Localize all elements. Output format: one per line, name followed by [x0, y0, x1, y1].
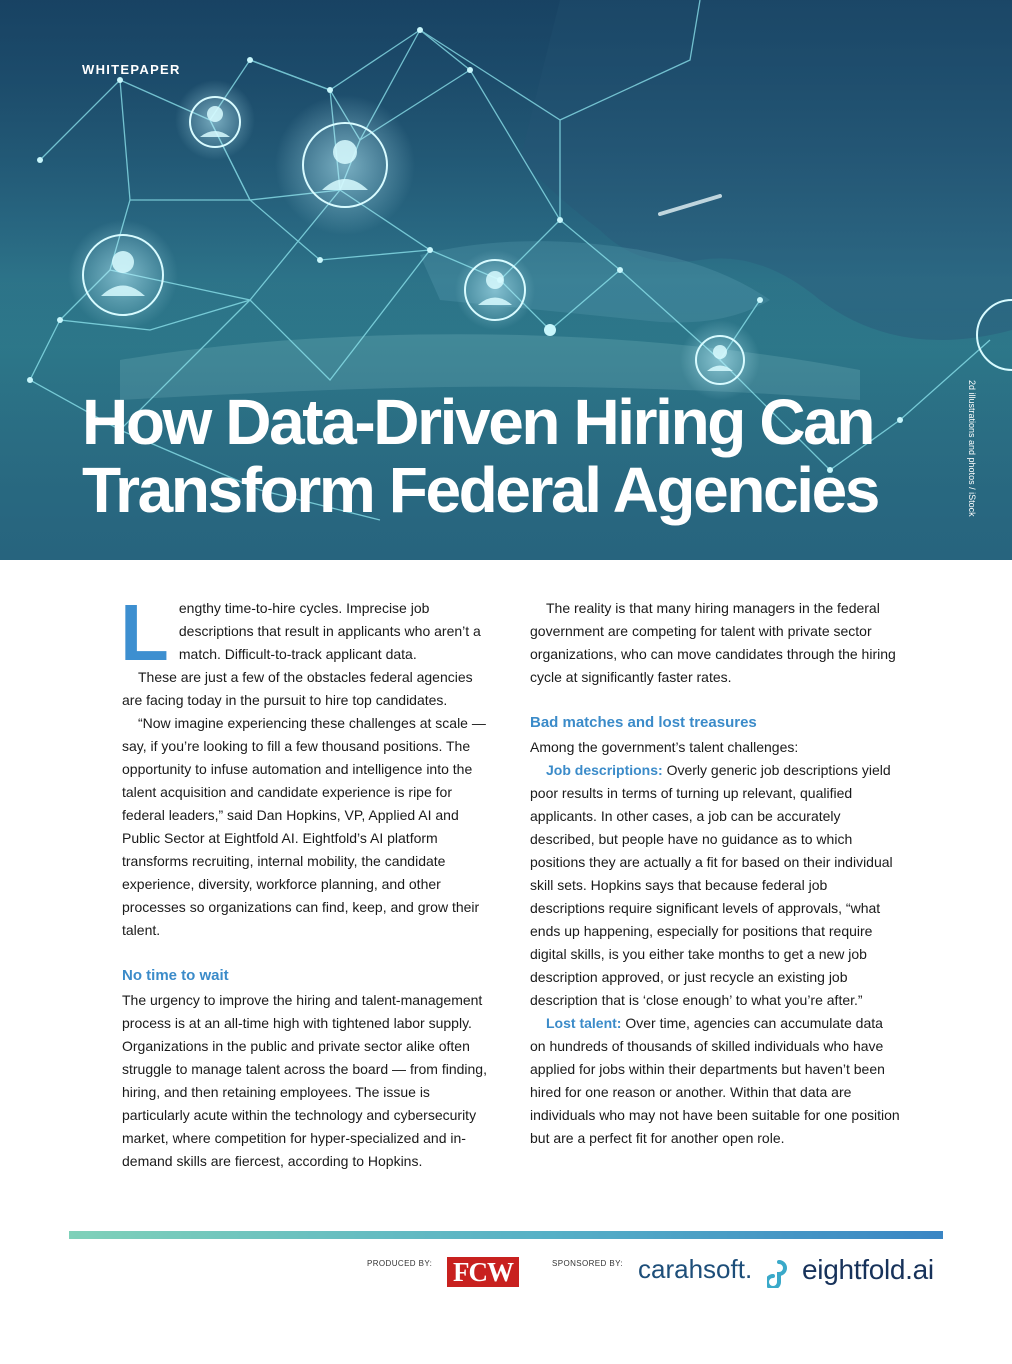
- drop-cap: L: [120, 588, 169, 677]
- subhead-no-time: No time to wait: [122, 967, 229, 984]
- eightfold-icon: [767, 1256, 799, 1288]
- paragraph-reality: The reality is that many hiring managers in the federal government are competing for talent with private sector organizations, who can move candidates through the hiring cycle at significantly faster rates.: [530, 600, 896, 685]
- footer-divider: [69, 1231, 943, 1239]
- right-column: [530, 597, 902, 1150]
- paragraph-job-descriptions: [530, 759, 902, 1012]
- intro-paragraph: engthy time-to-hire cycles. Imprecise job descriptions that result in applicants who aren’t a match. Difficult-to-track applicant data.: [178, 600, 481, 662]
- carahsoft-logo: carahsoft.: [638, 1254, 753, 1284]
- fcw-logo: FCW: [447, 1257, 519, 1287]
- subhead-bad-matches: Bad matches and lost treasures: [530, 714, 757, 731]
- title-line-1: How Data-Driven Hiring Can: [82, 386, 874, 458]
- paragraph-challenges: Among the government’s talent challenges:: [530, 739, 799, 755]
- title-line-2: Transform Federal Agencies: [82, 454, 878, 526]
- section-label: WHITEPAPER: [82, 62, 181, 77]
- lead-job-descriptions: Job descriptions:: [546, 762, 663, 778]
- eightfold-logo: eightfold.ai: [802, 1254, 934, 1285]
- paragraph-obstacles: These are just a few of the obstacles federal agencies are facing today in the pursuit to hire top candidates.: [122, 669, 473, 708]
- left-column: [120, 588, 494, 1173]
- page-title: [82, 388, 962, 524]
- sponsored-by-label: SPONSORED BY:: [552, 1259, 623, 1268]
- paragraph-quote: “Now imagine experiencing these challenges at scale — say, if you’re looking to fill a few thousand positions. The opportunity to infuse automation and intelligence into the talent acquisition and candidate experience is ripe for federal leaders,” said Dan Hopkins, VP, Applied AI and Public Sector at Eightfold AI. Eightfold’s AI platform transforms recruiting, internal mobility, the candidate experience, diversity, workforce planning, and other processes so organizations can find, keep, and grow their talent.: [122, 715, 486, 938]
- hero-banner: [0, 0, 1012, 560]
- text-job-descriptions: Overly generic job descriptions yield poor results in terms of turning up relevant, qualified applicants. In other cases, a job can be accurately described, but people have no guidance as to which positions they are actually a fit for based on their individual skill sets. Hopkins says that because federal job descriptions require significant levels of approvals, “what ends up happening, especially for positions that require digital skills, is you either take months to get a new job description approved, or just recycle an existing job description that is ‘close enough’ to what you’re after.”: [530, 762, 893, 1008]
- paragraph-lost-talent: [530, 1012, 902, 1150]
- produced-by-label: PRODUCED BY:: [367, 1259, 433, 1268]
- lead-lost-talent: Lost talent:: [546, 1015, 622, 1031]
- text-lost-talent: Over time, agencies can accumulate data on hundreds of thousands of skilled individuals who have applied for jobs within their departments but haven’t been hired for one reason or another. Within that data are individuals who may not have been suitable for one position but are a perfect fit for another open role.: [530, 1015, 900, 1146]
- photo-credit: 2d illustrations and photos / iStock: [967, 380, 977, 517]
- paragraph-urgency: The urgency to improve the hiring and talent-management process is at an all-time high with tightened labor supply. Organizations in the public and private sector alike often struggle to manage talent across the board — from finding, hiring, and then retaining employees. The issue is particularly acute within the technology and cybersecurity market, where competition for hyper-specialized and in-demand skills are fiercest, according to Hopkins.: [122, 992, 487, 1169]
